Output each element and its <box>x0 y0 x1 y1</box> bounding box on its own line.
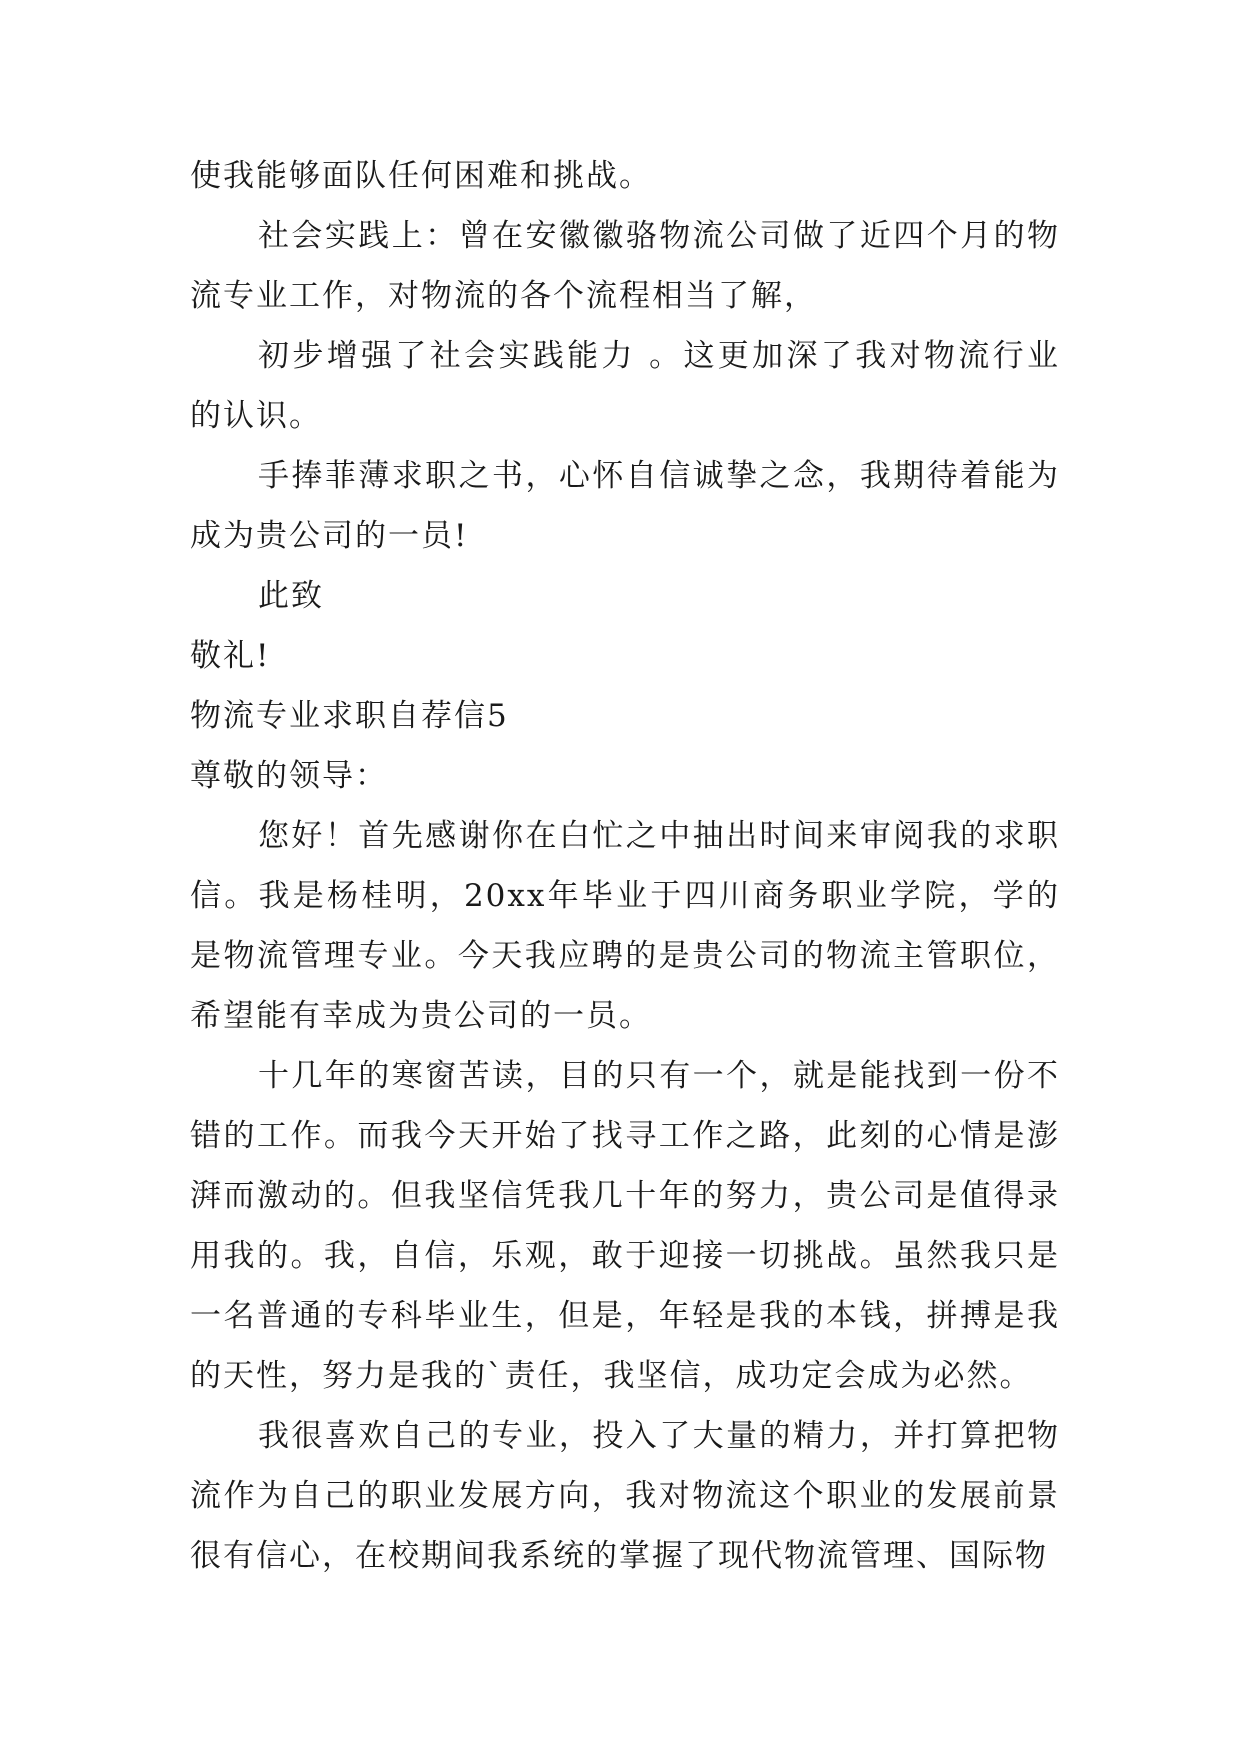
paragraph: 手捧菲薄求职之书，心怀自信诚挚之念，我期待着能为成为贵公司的一员! <box>190 458 1060 554</box>
paragraph: 社会实践上：曾在安徽徽骆物流公司做了近四个月的物流专业工作，对物流的各个流程相当了解， <box>190 218 1060 314</box>
greeting: 尊敬的领导： <box>190 758 388 794</box>
paragraph: 使我能够面队任何困难和挑战。 <box>190 158 652 194</box>
closing-salutation: 此致 <box>258 578 324 614</box>
paragraph: 初步增强了社会实践能力 。这更加深了我对物流行业的认识。 <box>190 338 1060 434</box>
paragraph: 十几年的寒窗苦读，目的只有一个，就是能找到一份不错的工作。而我今天开始了找寻工作之路，此刻的心情是澎湃而激动的。但我坚信凭我几十年的努力，贵公司是值得录用我的。我，自信，乐观，敢于迎接一切挑战。虽然我只是一名普通的专科毕业生，但是，年轻是我的本钱，拼搏是我的天性，努力是我的`责任，我坚信，成功定会成为必然。 <box>190 1058 1060 1394</box>
closing-regards: 敬礼! <box>190 638 271 674</box>
letter-body <box>190 146 1060 1586</box>
paragraph: 我很喜欢自己的专业，投入了大量的精力，并打算把物流作为自己的职业发展方向，我对物流这个职业的发展前景很有信心，在校期间我系统的掌握了现代物流管理、国际物 <box>190 1418 1060 1574</box>
paragraph: 您好！首先感谢你在白忙之中抽出时间来审阅我的求职信。我是杨桂明，20xx年毕业于四川商务职业学院，学的是物流管理专业。今天我应聘的是贵公司的物流主管职位，希望能有幸成为贵公司的一员。 <box>190 818 1060 1034</box>
letter-title: 物流专业求职自荐信5 <box>190 698 509 734</box>
